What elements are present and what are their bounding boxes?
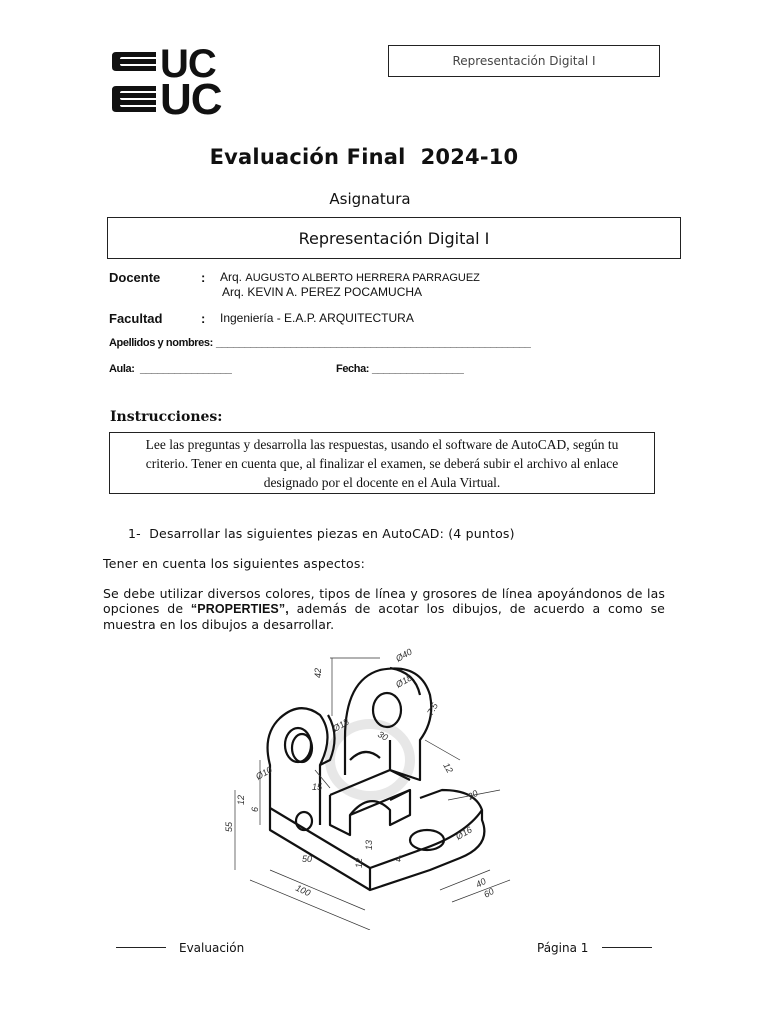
docente-label: Docente: [109, 270, 161, 285]
title-code: 2024-10: [420, 145, 519, 169]
part-outline: [268, 668, 485, 890]
logo-text-bottom: UC: [160, 75, 222, 124]
subject-label: Asignatura: [329, 190, 411, 208]
docente-1: [220, 270, 480, 284]
instructions-line-1: Lee las preguntas y desarrolla las respuestas, usando el software de AutoCAD, según tu: [145, 437, 619, 452]
aula-label: Aula:: [109, 363, 135, 375]
question-1: [128, 526, 515, 541]
aula-field[interactable]: ________________: [140, 363, 232, 375]
watermark: [330, 724, 410, 796]
apellidos-field[interactable]: _______________________________________________________: [216, 337, 531, 349]
dim-12a: 12: [441, 761, 455, 775]
dim-o40: Ø40: [394, 646, 414, 664]
question-note: Tener en cuenta los siguientes aspectos:: [103, 556, 366, 571]
docente-colon: :: [201, 270, 206, 285]
page-number: Página 1: [537, 941, 589, 955]
dim-6: 6: [250, 806, 260, 812]
footer-line-right: [602, 947, 652, 948]
dim-15: 15: [312, 782, 323, 792]
dim-50: 50: [302, 854, 313, 864]
question-paragraph: [103, 586, 665, 632]
dim-20: 20: [466, 788, 480, 802]
subject-box: [107, 217, 681, 259]
dim-12b: 12: [236, 794, 246, 805]
dim-30: 30: [376, 729, 390, 743]
para-part-1: Se debe utilizar diversos colores, tipos de línea y grosores de línea apoyándonos de las opciones de: [103, 586, 665, 616]
facultad-label: Facultad: [109, 311, 163, 326]
dim-4: 4: [396, 854, 402, 864]
docente-2: Arq. KEVIN A. PEREZ POCAMUCHA: [222, 285, 423, 299]
footer-line-left: [116, 947, 166, 948]
question-number: 1-: [128, 526, 141, 541]
dim-42: 42: [313, 667, 323, 678]
dim-12c: 12: [354, 857, 364, 868]
dim-40: 40: [474, 876, 488, 890]
dim-60: 60: [482, 886, 496, 900]
facultad-colon: :: [201, 311, 206, 326]
question-text: Desarrollar las siguientes piezas en AutoCAD: (4 puntos): [149, 526, 515, 541]
dim-o18b: Ø18: [331, 716, 351, 734]
dim-o10: Ø10: [254, 764, 274, 782]
instructions-box: [109, 432, 655, 494]
dim-100: 100: [294, 882, 313, 899]
dim-13: 13: [364, 839, 374, 850]
instructions-line-3: designado por el docente en el Aula Virtual.: [263, 475, 501, 490]
dim-o16: Ø16: [454, 824, 474, 842]
dim-7-5: 7.5: [425, 701, 440, 717]
apellidos-label: Apellidos y nombres:: [109, 337, 213, 349]
facultad-value: Ingeniería - E.A.P. ARQUITECTURA: [220, 311, 414, 325]
isometric-drawing: [220, 640, 520, 930]
footer-left-text: Evaluación: [179, 941, 245, 955]
subject-name: Representación Digital I: [298, 228, 490, 248]
para-part-2: además de acotar los dibujos, de acuerdo a como se muestra en los dibujos a desarrollar.: [103, 601, 665, 632]
isometric-drawing-svg: [220, 640, 520, 930]
para-bold: “PROPERTIES”,: [190, 602, 289, 616]
dim-o18a: Ø18: [394, 672, 414, 690]
logo-text-top: UC: [160, 42, 216, 86]
course-header-box: [388, 45, 660, 77]
course-header-text: Representación Digital I: [452, 54, 596, 68]
fecha-label: Fecha:: [336, 363, 370, 375]
docente-1-name: AUGUSTO ALBERTO HERRERA PARRAGUEZ: [245, 272, 480, 284]
fecha-field[interactable]: ________________: [372, 363, 464, 375]
instructions-heading: Instrucciones:: [110, 409, 223, 425]
instructions-line-2: criterio. Tener en cuenta que, al finalizar el examen, se deberá subir el archivo al enlace: [145, 456, 619, 471]
page-title: [0, 145, 728, 169]
dim-55: 55: [224, 821, 234, 832]
docente-1-prefix: Arq.: [220, 270, 243, 284]
title-main: Evaluación Final: [209, 145, 406, 169]
